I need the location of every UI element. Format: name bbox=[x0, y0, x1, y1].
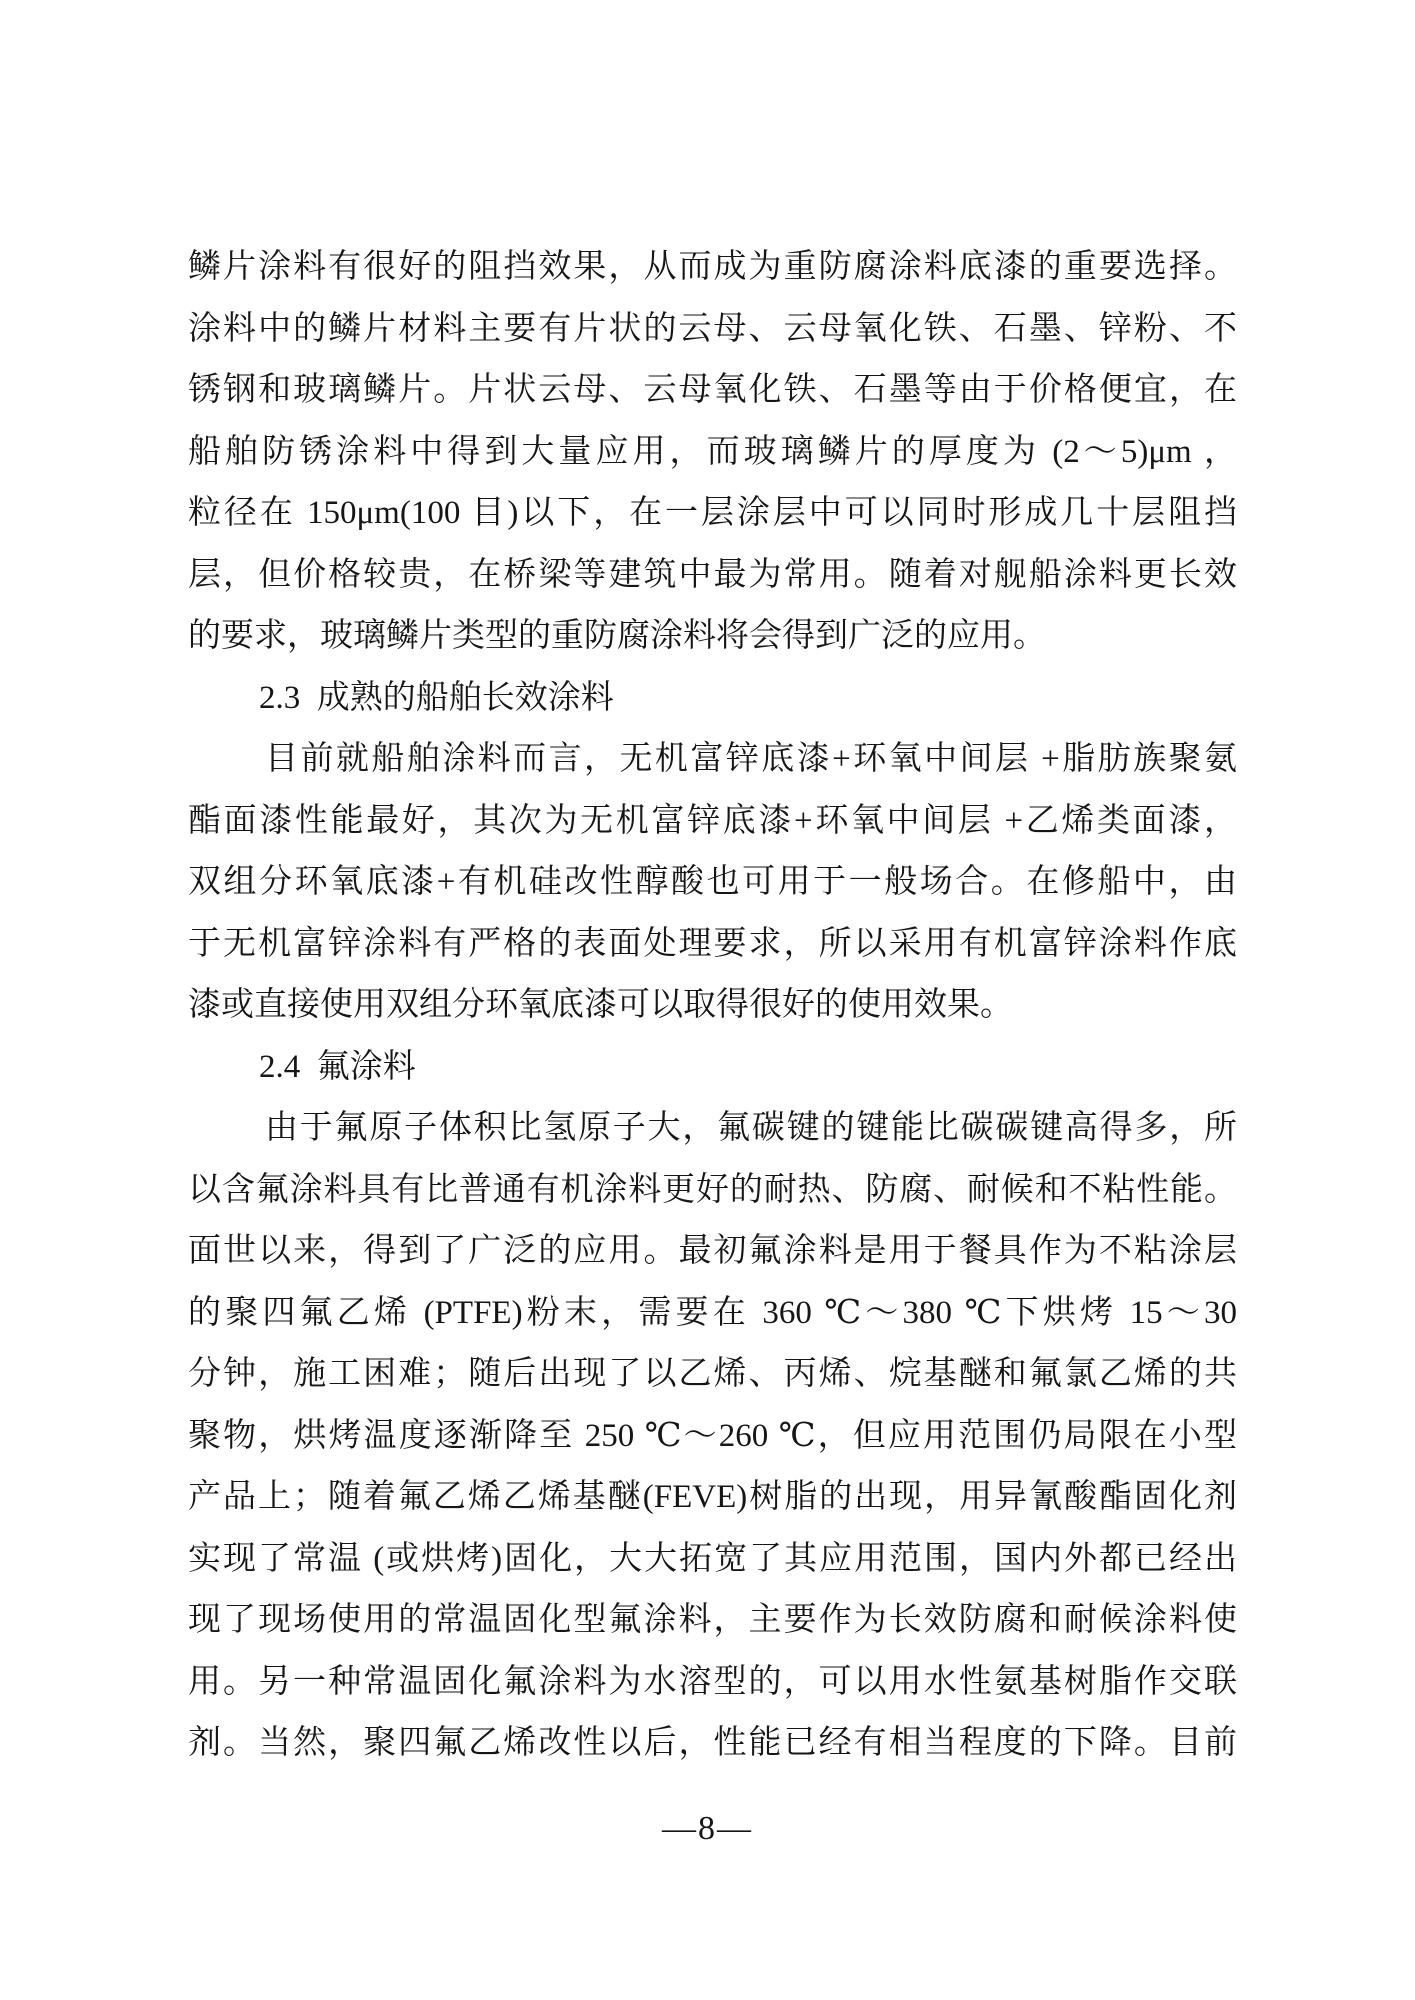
text-line: 现了现场使用的常温固化型氟涂料，主要作为长效防腐和耐候涂料使 bbox=[188, 1602, 1237, 1638]
text-line: 于无机富锌涂料有严格的表面处理要求，所以采用有机富锌涂料作底 bbox=[188, 925, 1237, 962]
text-line: 聚物，烘烤温度逐渐降至 250 ℃～260 ℃，但应用范围仍局限在小型 bbox=[188, 1417, 1237, 1454]
text-line: 鳞片涂料有很好的阻挡效果，从而成为重防腐涂料底漆的重要选择。 bbox=[188, 249, 1237, 285]
page-footer bbox=[0, 1810, 1415, 1848]
text-line: 的聚四氟乙烯 (PTFE)粉末，需要在 360 ℃～380 ℃下烘烤 15～30 bbox=[188, 1294, 1237, 1331]
text-line: 分钟，施工困难；随后出现了以乙烯、丙烯、烷基醚和氟氯乙烯的共 bbox=[188, 1356, 1237, 1392]
text-line: 由于氟原子体积比氢原子大，氟碳键的键能比碳碳键高得多，所 bbox=[265, 1110, 1237, 1146]
text-line: 船舶防锈涂料中得到大量应用，而玻璃鳞片的厚度为 (2～5)μm ， bbox=[188, 433, 1237, 470]
text-line: 2.4 氟涂料 bbox=[259, 1048, 416, 1085]
text-line: 的要求，玻璃鳞片类型的重防腐涂料将会得到广泛的应用。 bbox=[188, 618, 1046, 654]
text-line: 用。另一种常温固化氟涂料为水溶型的，可以用水性氨基树脂作交联 bbox=[188, 1663, 1237, 1700]
text-line: 涂料中的鳞片材料主要有片状的云母、云母氧化铁、石墨、锌粉、不 bbox=[188, 310, 1237, 347]
text-line: 层，但价格较贵，在桥梁等建筑中最为常用。随着对舰船涂料更长效 bbox=[188, 556, 1237, 593]
text-line: 酯面漆性能最好，其次为无机富锌底漆+环氧中间层 +乙烯类面漆， bbox=[188, 802, 1237, 839]
text-line: 目前就船舶涂料而言，无机富锌底漆+环氧中间层 +脂肪族聚氨 bbox=[265, 741, 1237, 777]
page-number: —8— bbox=[662, 1810, 753, 1847]
document-body bbox=[188, 237, 1237, 1775]
text-line: 面世以来，得到了广泛的应用。最初氟涂料是用于餐具作为不粘涂层 bbox=[188, 1233, 1237, 1269]
text-line: 双组分环氧底漆+有机硅改性醇酸也可用于一般场合。在修船中，由 bbox=[188, 864, 1237, 900]
text-line: 粒径在 150μm(100 目)以下，在一层涂层中可以同时形成几十层阻挡 bbox=[188, 495, 1237, 531]
text-line: 剂。当然，聚四氟乙烯改性以后，性能已经有相当程度的下降。目前 bbox=[188, 1725, 1237, 1761]
text-line: 以含氟涂料具有比普通有机涂料更好的耐热、防腐、耐候和不粘性能。 bbox=[188, 1171, 1237, 1208]
text-line: 漆或直接使用双组分环氧底漆可以取得很好的使用效果。 bbox=[188, 987, 1013, 1023]
text-line: 实现了常温 (或烘烤)固化，大大拓宽了其应用范围，国内外都已经出 bbox=[188, 1540, 1237, 1577]
text-line: 锈钢和玻璃鳞片。片状云母、云母氧化铁、石墨等由于价格便宜，在 bbox=[188, 372, 1237, 408]
text-line: 产品上；随着氟乙烯乙烯基醚(FEVE)树脂的出现，用异氰酸酯固化剂 bbox=[188, 1479, 1237, 1515]
text-line: 2.3 成熟的船舶长效涂料 bbox=[259, 679, 614, 716]
